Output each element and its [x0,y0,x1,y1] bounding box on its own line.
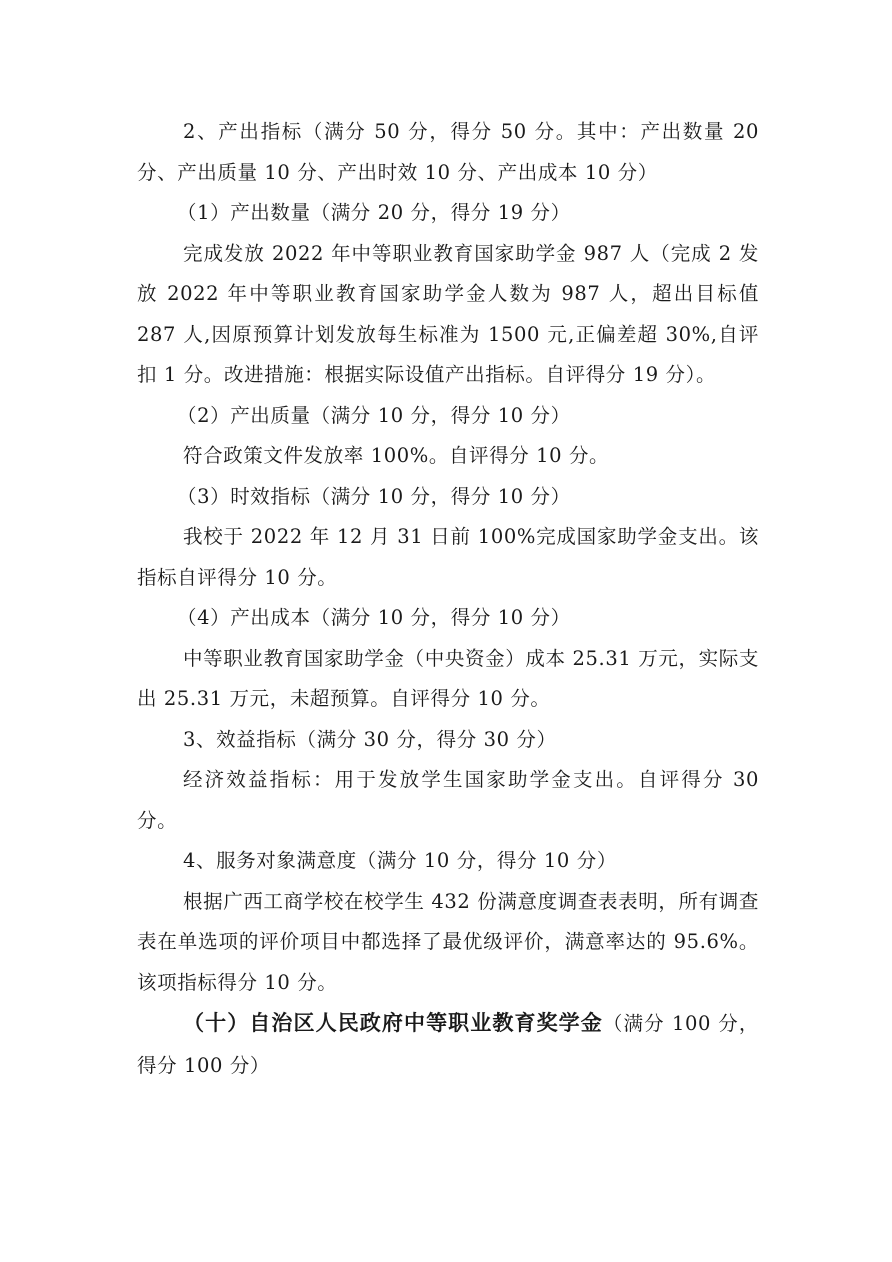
output-quantity-heading: （1）产出数量（满分 20 分，得分 19 分） [177,201,571,224]
output-cost-body: 中等职业教育国家助学金（中央资金）成本 25.31 万元，实际支出 25.31 万元，未超预算。自评得分 10 分。 [137,646,759,710]
section-heading-title: （十）自治区人民政府中等职业教育奖学金 [183,1011,603,1035]
output-cost-heading: （4）产出成本（满分 10 分，得分 10 分） [177,606,571,629]
timeliness-heading: （3）时效指标（满分 10 分，得分 10 分） [177,484,571,508]
benefit-indicator-heading: 3、效益指标（满分 30 分，得分 30 分） [183,727,557,751]
document-page [137,112,759,1086]
benefit-indicator-body: 经济效益指标：用于发放学生国家助学金支出。自评得分 30 分。 [137,768,759,832]
output-quality-body: 符合政策文件发放率 100%。自评得分 10 分。 [183,444,610,467]
output-quantity-body: 完成发放 2022 年中等职业教育国家助学金 987 人（完成 2 发放 2022 年中等职业教育国家助学金人数为 987 人，超出目标值 287 人,因原预算计划发放每生标准为 1500 元,正偏差超 30%,自评扣 1 分。改进措施：根据实际设值产出指标。自评得分 19 分）。 [137,241,759,386]
section-heading [137,1003,759,1086]
output-indicator-paragraph: 2、产出指标（满分 50 分，得分 50 分。其中：产出数量 20 分、产出质量 10 分、产出时效 10 分、产出成本 10 分） [137,120,759,184]
timeliness-body: 我校于 2022 年 12 月 31 日前 100%完成国家助学金支出。该指标自评得分 10 分。 [137,525,759,589]
output-quality-heading: （2）产出质量（满分 10 分，得分 10 分） [177,403,571,427]
section-heading-score: （满分 100 分，得分 100 分） [137,1012,759,1077]
satisfaction-heading: 4、服务对象满意度（满分 10 分，得分 10 分） [183,849,617,872]
satisfaction-body: 根据广西工商学校在校学生 432 份满意度调查表表明，所有调查表在单选项的评价项目中都选择了最优级评价，满意率达的 95.6%。该项指标得分 10 分。 [137,889,759,994]
